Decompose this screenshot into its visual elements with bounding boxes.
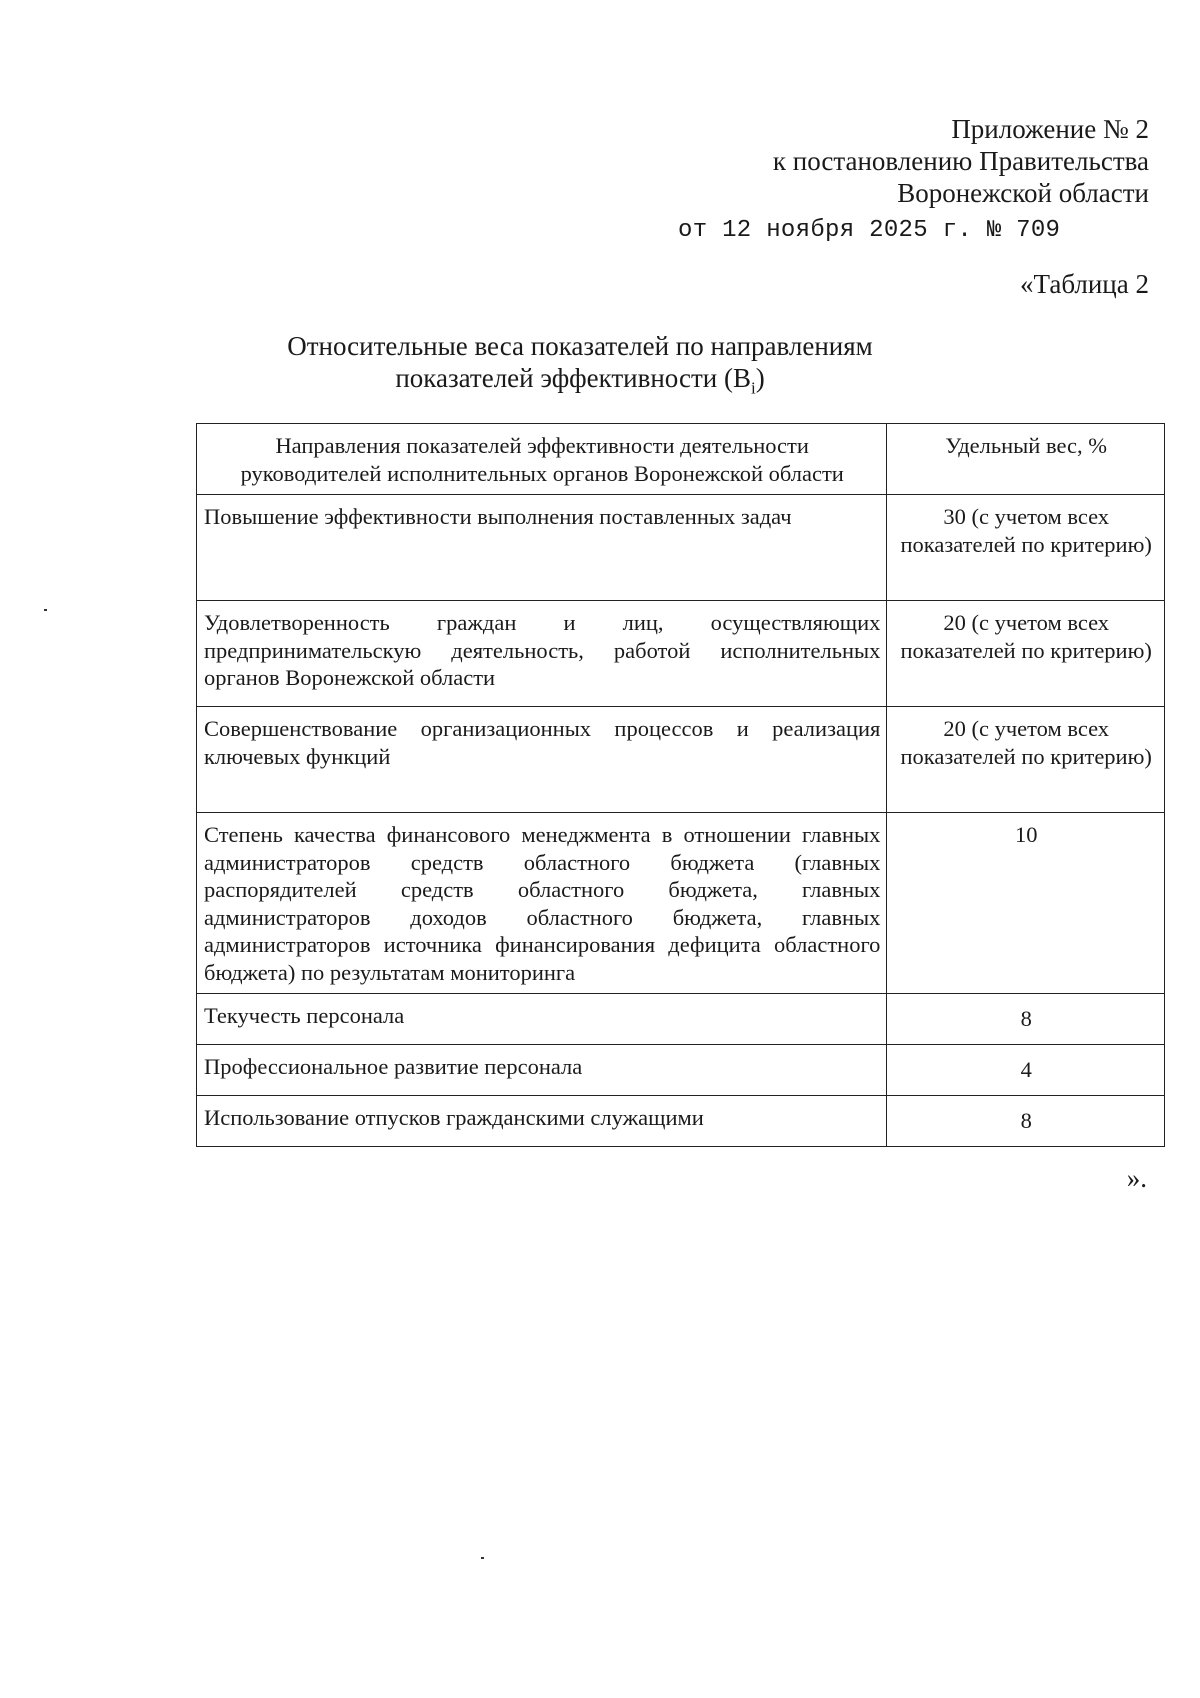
table-row — [197, 994, 1165, 1045]
direction-cell: Удовлетворенность граждан и лиц, осуществляющих предпринимательскую деятельность, работой исполнительных органов Воронежской области — [197, 601, 887, 707]
title-line-2-text: показателей эффективности (В — [395, 363, 751, 393]
table-row — [197, 1045, 1165, 1096]
direction-cell: Степень качества финансового менеджмента в отношении главных администраторов средств областного бюджета (главных распорядителей средств областного бюджета, главных администраторов доходов областного бюджета, главных администраторов источника финансирования дефицита областного бюджета) по результатам мониторинга — [197, 813, 887, 994]
direction-cell: Использование отпусков гражданскими служащими — [197, 1096, 887, 1147]
header-directions: Направления показателей эффективности деятельности руководителей исполнительных органов Воронежской области — [197, 424, 887, 495]
appendix-line-number: Приложение № 2 — [951, 114, 1149, 144]
weight-cell: 20 (с учетом всех показателей по критерию) — [887, 707, 1165, 813]
direction-cell: Совершенствование организационных процессов и реализация ключевых функций — [197, 707, 887, 813]
table-row — [197, 813, 1165, 994]
appendix-line-region: Воронежской области — [897, 178, 1149, 208]
title-line-2-close: ) — [755, 363, 765, 393]
closing-quote: ». — [1126, 1163, 1147, 1193]
scan-speck — [481, 1557, 484, 1559]
appendix-header — [773, 113, 1149, 209]
table-row — [197, 1096, 1165, 1147]
weight-cell: 30 (с учетом всех показателей по критерию) — [887, 495, 1165, 601]
title-subscript: i — [750, 378, 756, 398]
weight-cell: 10 — [887, 813, 1165, 994]
title-line-1: Относительные веса показателей по направлениям — [287, 331, 873, 361]
table-row — [197, 707, 1165, 813]
decree-reference: от 12 ноября 2025 г. № 709 — [678, 217, 1061, 244]
weight-cell: 8 — [887, 994, 1165, 1045]
table-label: «Таблица 2 — [1020, 269, 1149, 299]
table-row — [197, 601, 1165, 707]
direction-cell: Повышение эффективности выполнения поставленных задач — [197, 495, 887, 601]
weight-cell: 8 — [887, 1096, 1165, 1147]
title-line-2 — [200, 362, 960, 398]
appendix-line-decree: к постановлению Правительства — [772, 146, 1149, 176]
table-row — [197, 495, 1165, 601]
document-title — [200, 330, 960, 398]
table-header-row — [197, 424, 1165, 495]
weights-table — [196, 423, 1165, 1147]
scan-speck — [44, 609, 47, 611]
direction-cell: Профессиональное развитие персонала — [197, 1045, 887, 1096]
weight-cell: 4 — [887, 1045, 1165, 1096]
weight-cell: 20 (с учетом всех показателей по критерию) — [887, 601, 1165, 707]
header-weight: Удельный вес, % — [887, 424, 1165, 495]
direction-cell: Текучесть персонала — [197, 994, 887, 1045]
